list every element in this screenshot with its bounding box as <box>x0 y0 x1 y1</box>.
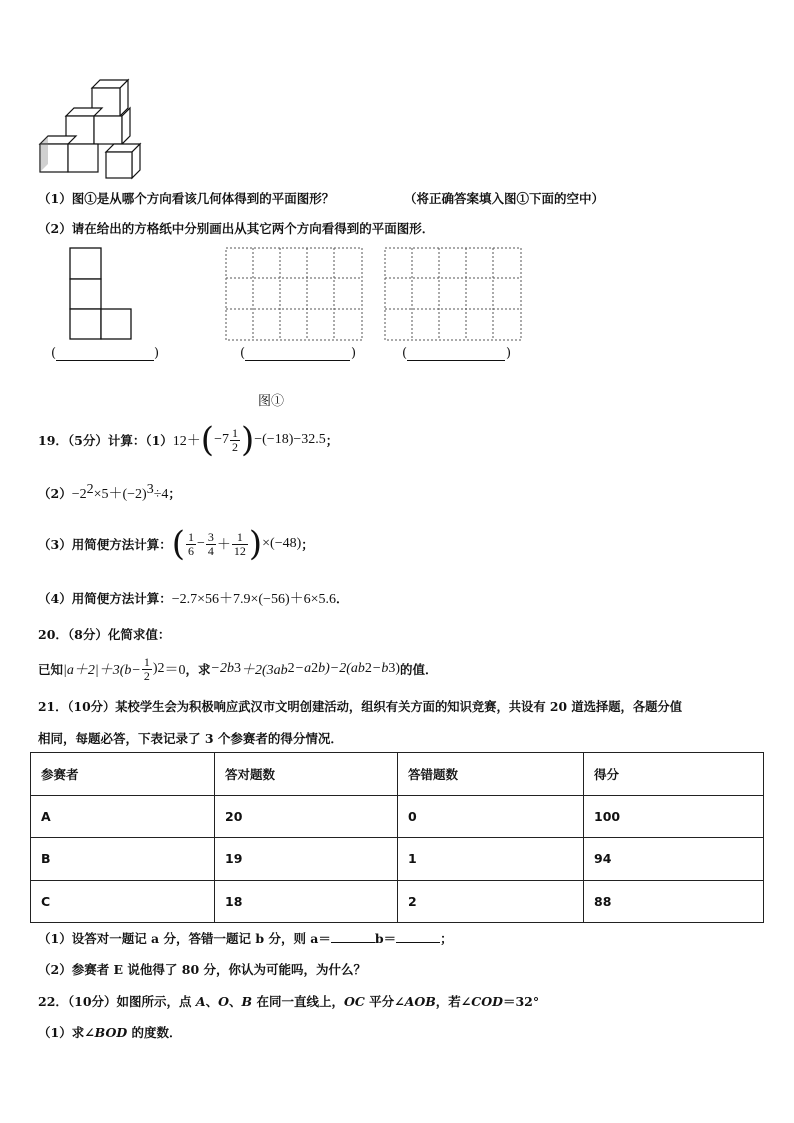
q19-p1-frac-den: 2 <box>231 439 238 454</box>
q20-exp-3b: 3 <box>388 661 396 676</box>
table-header-row <box>31 753 764 796</box>
q19-p3-plus: ＋ <box>216 538 231 553</box>
q21-sub2: （2）参赛者 E 说他得了 80 分，你认为可能吗，为什么？ <box>38 962 367 977</box>
table-cell: 94 <box>584 838 764 881</box>
q22-aob: AOB <box>404 994 436 1009</box>
q19-p3-f2-den: 4 <box>207 543 214 558</box>
q19-p3-f2-num: 3 <box>207 529 214 544</box>
q22-line1-b: 在同一直线上， <box>252 994 344 1009</box>
cube-stack-figure <box>36 76 142 180</box>
q19-p4-expr: −2.7×56＋7.9×(−56)＋6×5.6 <box>171 592 337 607</box>
q19-p3-label: （3）用简便方法计算： <box>38 537 172 552</box>
table-cell: 2 <box>398 880 584 923</box>
q19-p1-frac-num: 1 <box>231 425 238 440</box>
q18-part1-hint: （将正确答案填入图①下面的空中） <box>404 191 605 206</box>
q20-exp-3a: 3 <box>233 661 241 676</box>
table-row <box>31 880 764 923</box>
q20-eq: ＝0 <box>164 663 186 678</box>
q19-p3-tail: ×(−48) <box>262 536 302 551</box>
table-cell: 88 <box>584 880 764 923</box>
q22-cod: COD <box>471 994 503 1009</box>
table-header-cell: 参赛者 <box>31 753 215 796</box>
q21-line1: 21．（10分）某校学生会为积极响应武汉市文明创建活动，组织有关方面的知识竞赛，共设有 20 道选择题，各题分值 <box>38 699 683 714</box>
q19-p3-end: ； <box>301 537 314 552</box>
q19-p4-end: ． <box>336 591 349 606</box>
front-view-shape <box>69 247 133 341</box>
q22-line1-c: 平分∠ <box>364 994 405 1009</box>
q19-p1-mixed: −7 <box>214 432 229 447</box>
q20-exp-2b: 2 <box>311 661 319 676</box>
q20-abs-expr: |a＋2| <box>63 663 99 678</box>
q22-sub1-b: 的度数． <box>127 1025 182 1040</box>
table-cell: 1 <box>398 838 584 881</box>
q19-p1-b: −(−18)−32.5 <box>254 432 326 447</box>
answer-blank-2[interactable] <box>245 360 350 361</box>
q19-p4-label: （4）用简便方法计算： <box>38 591 172 606</box>
table-cell: 0 <box>398 795 584 838</box>
q20-expr-c: −a <box>294 661 312 676</box>
table-cell: C <box>31 880 215 923</box>
q20-exp-2a: 2 <box>287 661 295 676</box>
q22-point-o: O <box>218 994 230 1009</box>
q22-line1-a: 22．（10分）如图所示，点 <box>38 994 196 1009</box>
q20-expr-f: ) <box>395 661 400 676</box>
score-table <box>30 752 764 923</box>
q21-sub1-a: （1）设答对一题记 a 分，答错一题记 b 分，则 a＝ <box>38 931 331 946</box>
answer-blank-a[interactable] <box>331 930 375 943</box>
answer-blank-b[interactable] <box>396 930 440 943</box>
q22-sep1: 、 <box>205 994 219 1009</box>
q19-p3-f1-den: 6 <box>187 543 194 558</box>
table-cell: 19 <box>215 838 398 881</box>
q19-p2-end: ； <box>168 486 181 502</box>
q20-body <box>38 652 438 686</box>
q19-part1: 19．（5分）计算：（1） 12＋ ( −7 $\frac{1}{2}$ ) −(−18)−32.5 ； <box>38 420 339 460</box>
q19-p2-exp2: 3 <box>146 482 154 497</box>
q22-bod: BOD <box>94 1025 128 1040</box>
q22-line1-d: ，若∠ <box>435 994 472 1009</box>
figure-label: 图① <box>258 394 285 409</box>
q19-part4 <box>38 588 349 608</box>
answer-paren-close-1: ) <box>154 346 160 361</box>
q19-p3-f3-num: 1 <box>232 531 248 545</box>
q22-line1 <box>38 992 539 1010</box>
q20-frac-den: 2 <box>143 668 150 683</box>
table-cell: 18 <box>215 880 398 923</box>
answer-blank-3[interactable] <box>407 360 505 361</box>
q22-point-a: A <box>195 994 206 1009</box>
q20-expr-a: −2b <box>210 661 234 676</box>
q22-sub1 <box>38 1023 182 1041</box>
answer-paren-open-2: ( <box>240 346 246 361</box>
q20-tail: 的值． <box>400 662 438 677</box>
q18-part2: （2）请在给出的方格纸中分别画出从其它两个方向看得到的平面图形． <box>38 221 435 236</box>
q19-p3-f3-den: 12 <box>233 543 246 558</box>
answer-blank-1[interactable] <box>56 360 154 361</box>
q20-expr-e: −b <box>371 661 389 676</box>
table-cell: B <box>31 838 215 881</box>
table-header-cell: 答对题数 <box>215 753 398 796</box>
q19-p2-c: ÷4 <box>153 487 169 503</box>
q20-expr-d: b)−2(ab <box>318 661 365 676</box>
table-header-cell: 得分 <box>584 753 764 796</box>
grid-paper-2 <box>384 247 524 342</box>
q22-line1-e: ＝32° <box>502 994 540 1009</box>
answer-paren-open-3: ( <box>402 346 408 361</box>
q20-exp: 2 <box>157 661 165 676</box>
q20-expr-b: ＋2(3ab <box>240 663 288 678</box>
q22-oc: OC <box>343 994 365 1009</box>
answer-paren-close-2: ) <box>351 346 357 361</box>
table-cell: A <box>31 795 215 838</box>
q21-sub1-end: ； <box>440 931 453 946</box>
q19-p2-a: −2 <box>71 487 87 503</box>
q20-exp-2c: 2 <box>364 661 372 676</box>
q20-mid-a: ＋3(b− <box>98 663 141 678</box>
table-row <box>31 838 764 881</box>
q18-part1: （1）图①是从哪个方向看该几何体得到的平面图形？ <box>38 191 335 206</box>
q19-p1-end: ； <box>325 433 339 448</box>
grid-paper-1 <box>225 247 365 342</box>
q19-p2-exp1: 2 <box>86 482 94 497</box>
q19-head: 19．（5分）计算：（1） <box>38 433 173 448</box>
q21-sub1-b: b＝ <box>374 931 397 946</box>
q20-mid-b: ) <box>152 661 158 676</box>
table-cell: 100 <box>584 795 764 838</box>
table-header-cell: 答错题数 <box>398 753 584 796</box>
q19-p3-f1-num: 1 <box>187 529 194 544</box>
answer-paren-close-3: ) <box>506 346 512 361</box>
q19-part3: （3）用简便方法计算： ( $\frac{1}{6}$ − $\frac{3}{4}$ ＋ $\frac{1}{12}$ ) ×(−48) ； <box>38 524 314 564</box>
table-row <box>31 795 764 838</box>
q22-sep2: 、 <box>229 994 242 1009</box>
q20-head: 20．（8分）化简求值： <box>38 627 171 642</box>
q19-part2 <box>38 482 181 503</box>
q20-frac-num: 1 <box>143 654 150 669</box>
table-cell: 20 <box>215 795 398 838</box>
q22-sub1-a: （1）求∠ <box>38 1025 95 1040</box>
answer-paren-open-1: ( <box>51 346 57 361</box>
q19-p3-minus: − <box>196 536 205 551</box>
q19-p2-b: ×5＋(−2) <box>93 487 147 503</box>
q20-known: 已知 <box>38 662 64 677</box>
q21-sub1 <box>38 929 453 947</box>
q19-p1-a: 12＋ <box>172 434 201 449</box>
q22-point-b: B <box>241 994 253 1009</box>
q20-ask: ，求 <box>185 662 211 677</box>
q21-line2: 相同，每题必答，下表记录了 3 个参赛者的得分情况． <box>38 731 343 746</box>
q19-p2-label: （2） <box>38 486 72 502</box>
